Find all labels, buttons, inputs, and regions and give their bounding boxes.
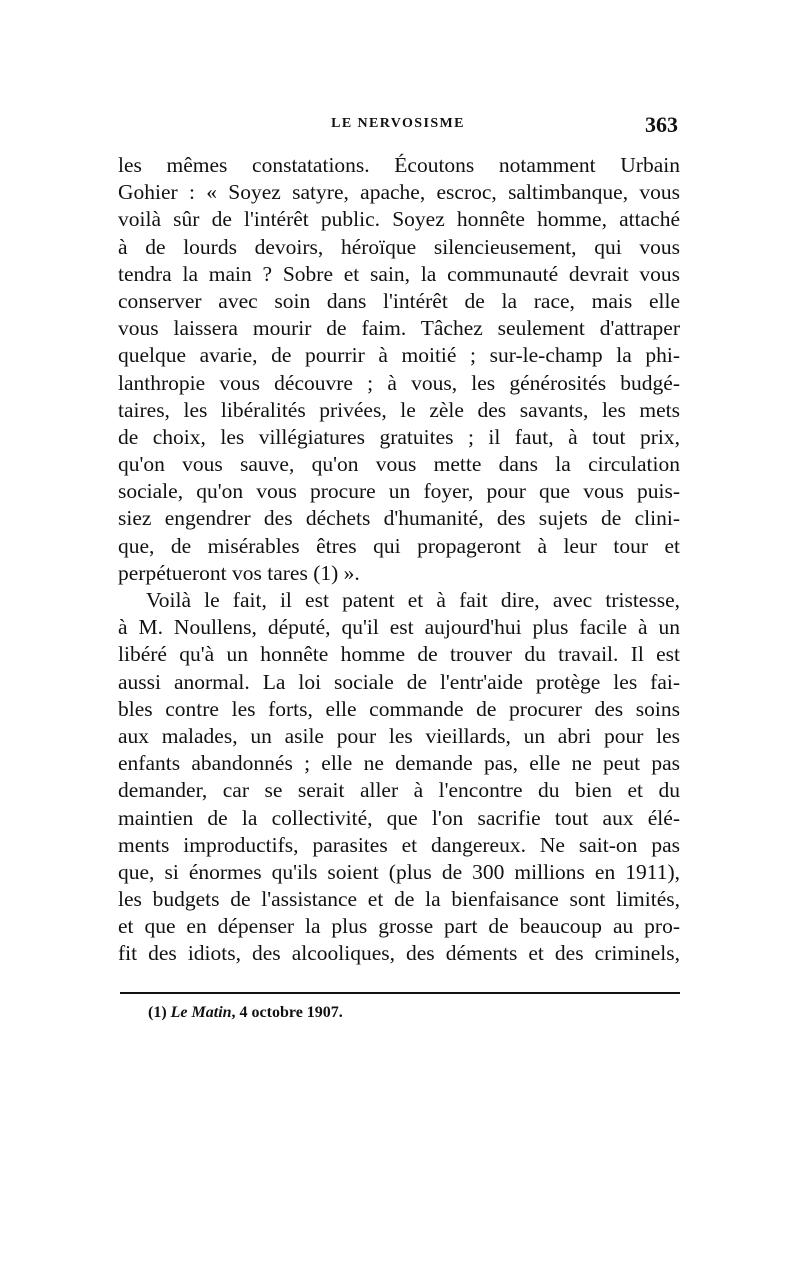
footnote-date: , 4 octobre 1907. bbox=[231, 1004, 343, 1021]
footnote-rule bbox=[120, 992, 680, 994]
footnote-marker: (1) bbox=[148, 1004, 167, 1021]
text-line: Gohier : « Soyez satyre, apache, escroc, saltimbanque, vous bbox=[118, 180, 680, 205]
text-line: les budgets de l'assistance et de la bienfaisance sont limités, bbox=[118, 887, 680, 912]
footnote bbox=[148, 1004, 343, 1022]
text-line: libéré qu'à un honnête homme de trouver du travail. Il est bbox=[118, 642, 680, 667]
running-head bbox=[118, 112, 678, 140]
text-line: voilà sûr de l'intérêt public. Soyez honnête homme, attaché bbox=[118, 207, 680, 232]
text-line: siez engendrer des déchets d'humanité, des sujets de clini- bbox=[118, 506, 680, 531]
text-line: tendra la main ? Sobre et sain, la communauté devrait vous bbox=[118, 261, 680, 286]
body-text bbox=[118, 152, 680, 968]
running-title: LE NERVOSISME bbox=[331, 116, 465, 131]
text-line: à de lourds devoirs, héroïque silencieusement, qui vous bbox=[118, 234, 680, 259]
text-line: que, de misérables êtres qui propageront à leur tour et bbox=[118, 533, 680, 558]
text-line: et que en dépenser la plus grosse part de beaucoup au pro- bbox=[118, 914, 680, 939]
text-line: aussi anormal. La loi sociale de l'entr'aide protège les fai- bbox=[118, 669, 680, 694]
text-line: enfants abandonnés ; elle ne demande pas, elle ne peut pas bbox=[118, 751, 680, 776]
text-line: demander, car se serait aller à l'encontre du bien et du bbox=[118, 778, 680, 803]
text-line: les mêmes constatations. Écoutons notamment Urbain bbox=[118, 153, 680, 177]
text-line: à M. Noullens, député, qu'il est aujourd'hui plus facile à un bbox=[118, 615, 680, 640]
footnote-source: Le Matin bbox=[170, 1004, 232, 1021]
page-number: 363 bbox=[645, 112, 678, 137]
text-line: fit des idiots, des alcooliques, des déments et des criminels, bbox=[118, 941, 680, 966]
text-line: bles contre les forts, elle commande de procurer des soins bbox=[118, 696, 680, 721]
text-line: Voilà le fait, il est patent et à fait dire, avec tristesse, bbox=[146, 588, 680, 612]
text-line: conserver avec soin dans l'intérêt de la race, mais elle bbox=[118, 288, 680, 313]
text-line: que, si énormes qu'ils soient (plus de 300 millions en 1911), bbox=[118, 859, 680, 884]
text-line: taires, les libéralités privées, le zèle des savants, les mets bbox=[118, 397, 680, 422]
text-line: sociale, qu'on vous procure un foyer, pour que vous puis- bbox=[118, 479, 680, 504]
text-line: maintien de la collectivité, que l'on sacrifie tout aux élé- bbox=[118, 805, 680, 830]
text-line: lanthropie vous découvre ; à vous, les générosités budgé- bbox=[118, 370, 680, 395]
text-line: qu'on vous sauve, qu'on vous mette dans la circulation bbox=[118, 452, 680, 477]
text-line: aux malades, un asile pour les vieillards, un abri pour les bbox=[118, 723, 680, 748]
text-line: vous laissera mourir de faim. Tâchez seulement d'attraper bbox=[118, 316, 680, 341]
text-line: de choix, les villégiatures gratuites ; il faut, à tout prix, bbox=[118, 424, 680, 449]
text-line: perpétueront vos tares (1) ». bbox=[118, 560, 360, 585]
text-line: ments improductifs, parasites et dangereux. Ne sait-on pas bbox=[118, 832, 680, 857]
text-line: quelque avarie, de pourrir à moitié ; sur-le-champ la phi- bbox=[118, 343, 680, 368]
